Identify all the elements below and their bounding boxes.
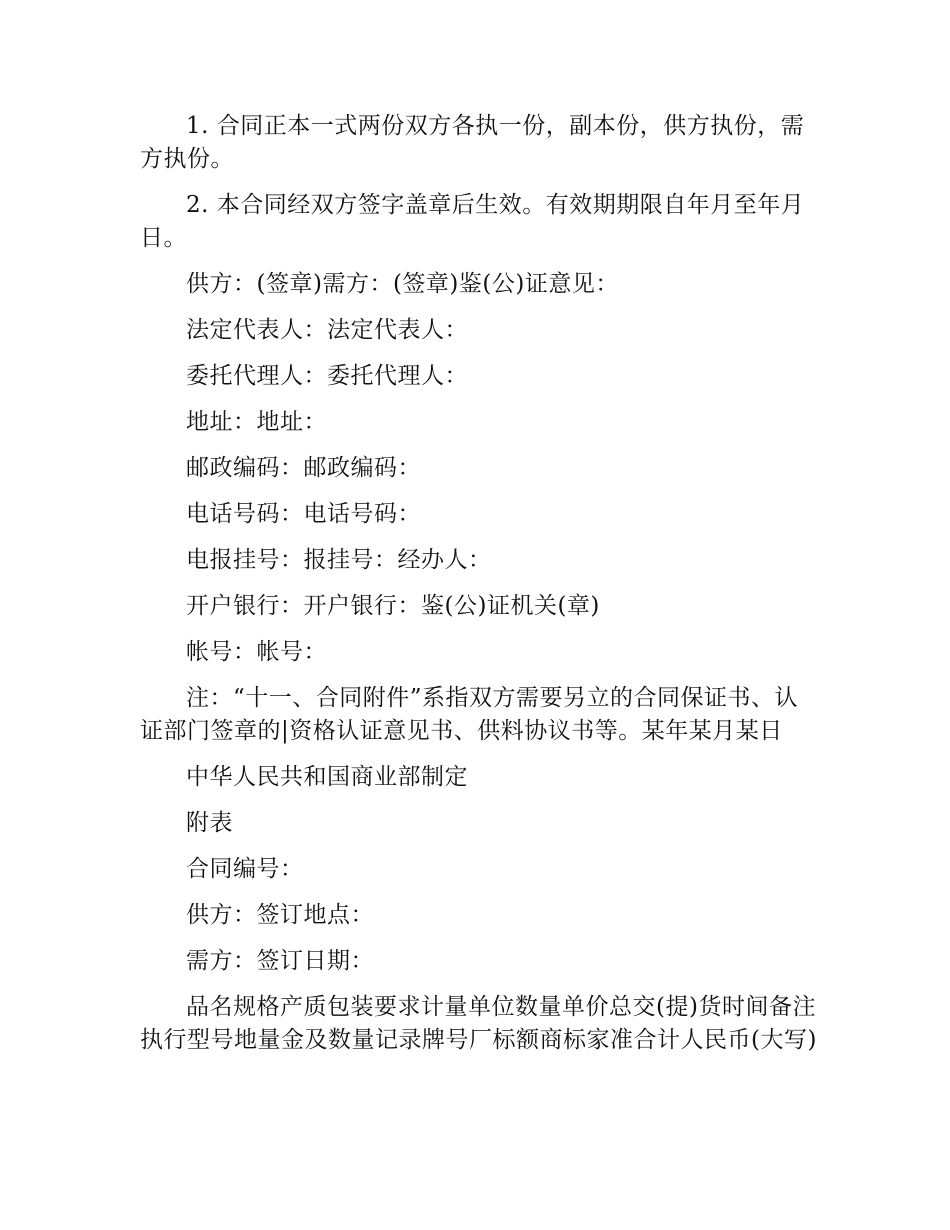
note-paragraph: 注：“十一、合同附件”系指双方需要另立的合同保证书、认证部门签章的|资格认证意见书、供料协议书等。某年某月某日	[140, 685, 799, 744]
signature-line: 供方：(签章)需方：(签章)鉴(公)证意见：	[186, 271, 619, 297]
account-line: 帐号：帐号：	[186, 639, 327, 665]
buyer-date-line: 需方：签订日期：	[186, 948, 374, 974]
issuer-line: 中华人民共和国商业部制定	[186, 764, 468, 790]
bank-line: 开户银行：开户银行：鉴(公)证机关(章)	[186, 593, 600, 619]
document-body	[140, 110, 820, 1070]
appendix-heading: 附表	[186, 810, 233, 836]
authorized-agent-line: 委托代理人：委托代理人：	[186, 363, 468, 389]
clause-validity: 2. 本合同经双方签字盖章后生效。有效期期限自年月至年月日。	[140, 192, 805, 251]
address-line: 地址：地址：	[186, 409, 327, 435]
supplier-location-line: 供方：签订地点：	[186, 902, 374, 928]
telegram-line: 电报挂号：报挂号：经办人：	[186, 547, 492, 573]
legal-representative-line: 法定代表人：法定代表人：	[186, 317, 468, 343]
phone-line: 电话号码：电话号码：	[186, 501, 421, 527]
product-fields-paragraph: 品名规格产质包装要求计量单位数量单价总交(提)货时间备注执行型号地量金及数量记录牌号厂标额商标家准合计人民币(大写)	[140, 994, 817, 1053]
postal-code-line: 邮政编码：邮政编码：	[186, 455, 421, 481]
contract-number-line: 合同编号：	[186, 856, 304, 882]
clause-copies: 1. 合同正本一式两份双方各执一份，副本份，供方执份，需方执份。	[140, 113, 805, 172]
